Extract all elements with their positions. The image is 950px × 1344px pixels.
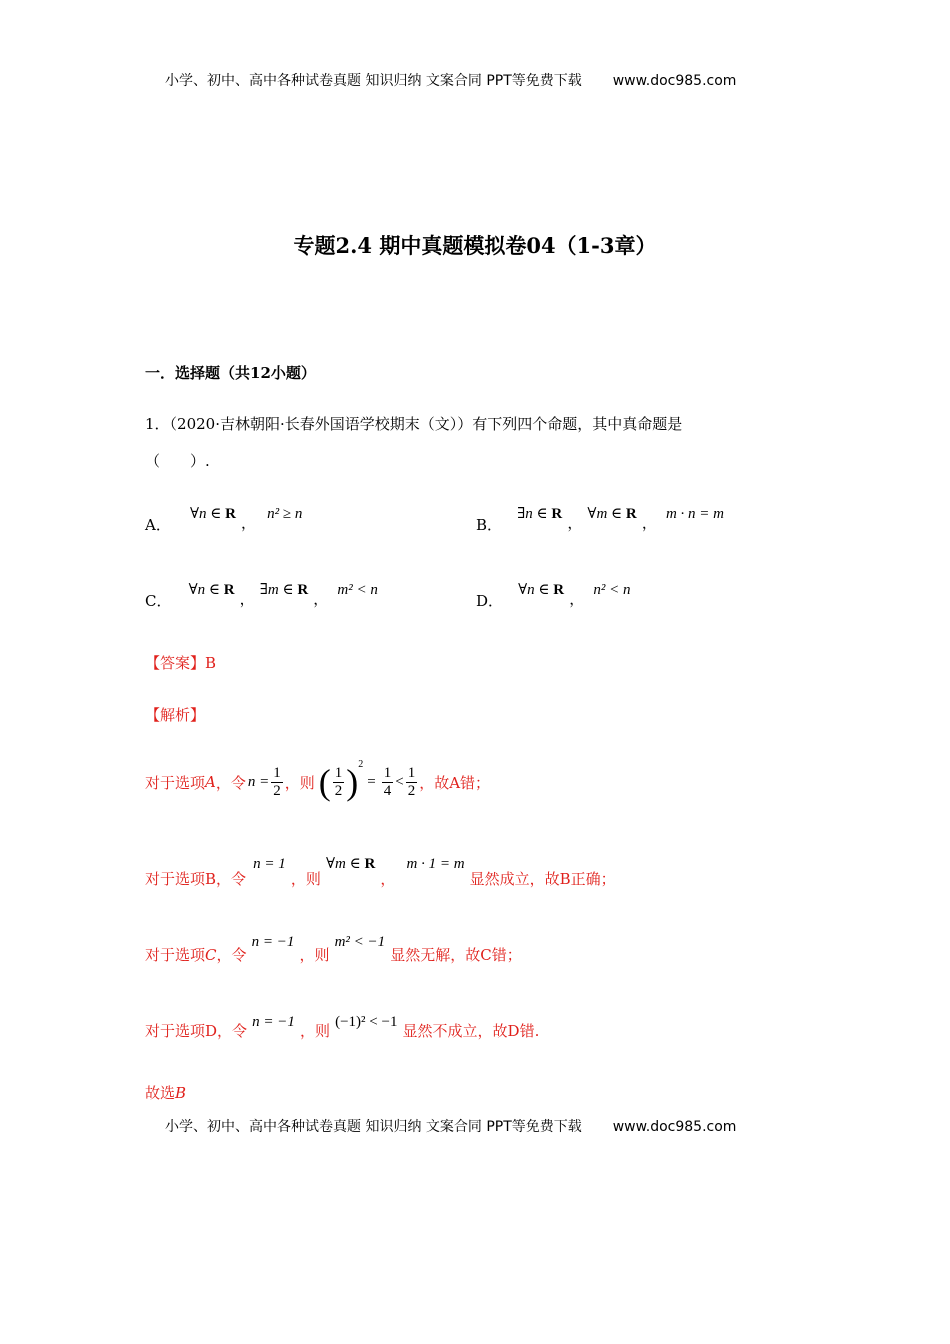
line-d-text1: 对于选项D，令 bbox=[145, 1022, 248, 1040]
line-a-frac4: $\frac{1}{2}$ bbox=[407, 765, 416, 799]
line-c-option: C bbox=[205, 946, 217, 964]
answer-value: B bbox=[205, 654, 217, 672]
line-a-lparen: ( bbox=[318, 762, 331, 802]
option-b-sep1: ， bbox=[567, 514, 583, 532]
option-c-label: C． bbox=[145, 592, 172, 610]
line-d-text3: 显然不成立，故D错. bbox=[402, 1022, 540, 1040]
line-c-text2: ，令 bbox=[216, 946, 247, 964]
line-a-frac2: $\frac{1}{2}$ bbox=[334, 765, 343, 799]
line-b-text1: 对于选项B，令 bbox=[145, 870, 247, 888]
line-a-text1: 对于选项 bbox=[145, 773, 206, 792]
option-a-sep: ， bbox=[241, 514, 257, 532]
option-c-sep2: ， bbox=[313, 590, 329, 608]
line-a-n-eq: n = bbox=[247, 773, 270, 790]
answer-line bbox=[145, 652, 216, 673]
line-a-option: A bbox=[205, 773, 216, 791]
option-d-label: D． bbox=[476, 592, 504, 610]
page-title: 专题2.4 期中真题模拟卷04（1-3章） bbox=[293, 233, 657, 258]
line-c-text3: ，则 bbox=[299, 946, 330, 964]
option-c-inequality: m² < n bbox=[337, 582, 378, 598]
line-b-set: R bbox=[364, 856, 376, 872]
option-c-set2: R bbox=[297, 582, 309, 598]
question-stem-cont: （ ）. bbox=[145, 452, 210, 470]
option-d-sep: ， bbox=[569, 590, 585, 608]
line-a-less-than: < bbox=[395, 773, 404, 790]
header-url[interactable]: www.doc985.com bbox=[612, 73, 737, 89]
header-banner bbox=[165, 70, 736, 90]
line-a-frac1: $\frac{1}{2}$ bbox=[273, 765, 281, 799]
footer-banner bbox=[165, 1116, 736, 1136]
header-text: 小学、初中、高中各种试卷真题 知识归纳 文案合同 PPT等免费下载 bbox=[165, 73, 582, 89]
line-a-text4: ，故A错； bbox=[419, 773, 491, 792]
option-a-label: A． bbox=[145, 516, 171, 534]
option-b-quantifier2: ∀m ∈ bbox=[587, 506, 626, 522]
conclusion-option: B bbox=[175, 1084, 187, 1102]
line-d-inequality: (−1)² < −1 bbox=[335, 1014, 398, 1030]
line-c-inequality: m² < −1 bbox=[334, 934, 386, 950]
option-a-set: R bbox=[225, 506, 236, 522]
line-b-quantifier: ∀m ∈ bbox=[325, 856, 365, 872]
option-c-quantifier1: ∀n ∈ bbox=[188, 582, 224, 598]
footer-url[interactable]: www.doc985.com bbox=[612, 1119, 737, 1135]
option-a bbox=[145, 502, 303, 534]
line-a-frac3: $\frac{1}{4}$ bbox=[383, 765, 392, 799]
line-a-exponent: 2 bbox=[358, 758, 364, 770]
conclusion-text: 故选 bbox=[145, 1084, 176, 1102]
line-a-text3: ，则 bbox=[284, 773, 315, 792]
option-b-label: B． bbox=[476, 516, 503, 534]
option-b-set1: R bbox=[551, 506, 563, 522]
footer-text: 小学、初中、高中各种试卷真题 知识归纳 文案合同 PPT等免费下载 bbox=[165, 1119, 582, 1135]
section-heading: 一．选择题（共12小题） bbox=[145, 364, 316, 382]
option-c-set1: R bbox=[223, 582, 235, 598]
question-stem: 1．（2020·吉林朝阳·长春外国语学校期末（文））有下列四个命题，其中真命题是 bbox=[145, 415, 683, 433]
answer-label: 【答案】 bbox=[145, 654, 206, 672]
line-b-n-eq: n = 1 bbox=[253, 856, 286, 872]
analysis-line-b bbox=[145, 852, 616, 888]
line-a-rparen: ) bbox=[346, 762, 359, 802]
option-a-quantifier: ∀n ∈ bbox=[189, 506, 226, 522]
option-c-quantifier2: ∃m ∈ bbox=[259, 582, 298, 598]
line-c-text4: 显然无解，故C错； bbox=[390, 946, 522, 964]
option-d-quantifier: ∀n ∈ bbox=[518, 582, 554, 598]
line-b-sep: ， bbox=[380, 870, 396, 888]
option-a-inequality: n² ≥ n bbox=[267, 506, 303, 522]
line-b-equation: m · 1 = m bbox=[406, 856, 465, 872]
analysis-line-a bbox=[145, 757, 490, 807]
option-b-quantifier1: ∃n ∈ bbox=[517, 506, 552, 522]
line-c-n-eq: n = −1 bbox=[251, 934, 295, 950]
line-a-equals: = bbox=[367, 773, 376, 790]
analysis-label: 【解析】 bbox=[145, 706, 206, 724]
line-a-text2: ，令 bbox=[215, 773, 246, 792]
option-d-set: R bbox=[553, 582, 565, 598]
line-d-text2: ，则 bbox=[299, 1022, 330, 1040]
option-b bbox=[476, 502, 725, 534]
option-b-equation: m · n = m bbox=[665, 506, 725, 522]
option-d bbox=[476, 578, 631, 610]
option-b-sep2: ， bbox=[641, 514, 657, 532]
line-b-text3: 显然成立，故B正确； bbox=[469, 870, 616, 888]
line-c-text1: 对于选项 bbox=[145, 946, 206, 964]
line-b-text2: ，则 bbox=[290, 870, 321, 888]
analysis-line-d bbox=[145, 1010, 540, 1040]
option-c bbox=[145, 578, 378, 610]
analysis-line-c bbox=[145, 930, 522, 964]
conclusion bbox=[145, 1082, 186, 1103]
option-b-set2: R bbox=[625, 506, 637, 522]
option-c-sep1: ， bbox=[239, 590, 255, 608]
option-d-inequality: n² < n bbox=[593, 582, 631, 598]
line-d-n-eq: n = −1 bbox=[252, 1014, 295, 1030]
